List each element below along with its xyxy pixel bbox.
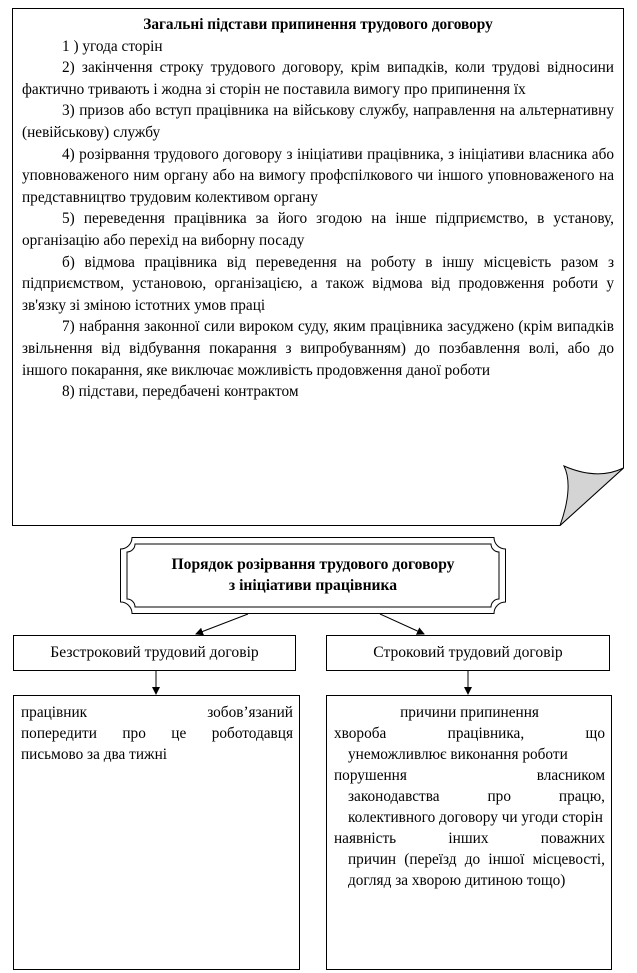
indefinite-contract-header: Безстроковий трудовий договір: [13, 635, 296, 671]
reason-1-rest: унеможливлює виконання роботи: [348, 746, 568, 763]
reason-1-first-line: хвороба працівника, що: [334, 725, 605, 742]
reason-item-violation: [334, 765, 605, 828]
reason-2-rest: законодавства про працю, колективного договору чи угоди сторін: [348, 788, 605, 826]
ground-item-7: 7) набрання законної сили вироком суду, яким працівника засуджено (крім випадків звільнення від відбування покарання з випробуванням) до позбавлення волі, або до іншого покарання, яке виключає можливість продовження даної роботи: [22, 318, 614, 379]
left-text-rest: попередити про це роботодавця письмово за два тижні: [21, 725, 293, 763]
ground-item-2: 2) закінчення строку трудового договору, крім випадків, коли трудові відносини фактично тривають і жодна зі сторін не поставила вимогу про припинення їх: [22, 59, 614, 98]
ground-item-3: 3) призов або вступ працівника на військову службу, направлення на альтернативну (невійськову) службу: [22, 102, 614, 141]
ground-item-4: 4) розірвання трудового договору з ініціативи працівника, з ініціативи власника або уповноваженого ним органу або на вимогу профспілкового чи іншого уповноваженого на представництво трудовим колективом органу: [22, 145, 614, 206]
reason-item-illness: [334, 723, 605, 765]
reason-2-first-line: порушення власником: [334, 767, 605, 784]
reason-3-rest: причин (переїзд до іншої місцевості, догляд за хворою дитиною тощо): [348, 851, 605, 889]
termination-reasons-title: причини припинення: [400, 704, 539, 721]
plaque-title-line1: Порядок розірвання трудового договору: [171, 556, 455, 573]
general-grounds-title: Загальні підстави припинення трудового договору: [143, 16, 493, 33]
arrow-to-left-header: [196, 614, 248, 634]
ground-item-5: 5) переведення працівника за його згодою на інше підприємство, в установу, організацію або перехід на виборну посаду: [22, 210, 614, 249]
ground-item-6: б) відмова працівника від переведення на роботу в іншу місцевість разом з підприємством, установою, організацією, а також відмова від продовження роботи у зв'язку зі зміною істотних умов праці: [22, 253, 614, 314]
fixed-term-contract-header: Строковий трудовий договір: [326, 635, 610, 671]
ground-item-1: 1 ) угода сторін: [62, 37, 163, 55]
left-text-line1: працівник зобов’язаний: [21, 704, 293, 721]
fixed-term-contract-content: [326, 695, 612, 970]
arrow-to-right-header: [380, 614, 424, 634]
plaque-title-line2: з ініціативи працівника: [228, 577, 398, 594]
indefinite-contract-content: [13, 695, 300, 970]
reason-3-first-line: наявність інших поважних: [334, 830, 605, 847]
ground-item-8: 8) підстави, передбачені контрактом: [62, 383, 299, 401]
reason-item-other: [334, 828, 605, 891]
